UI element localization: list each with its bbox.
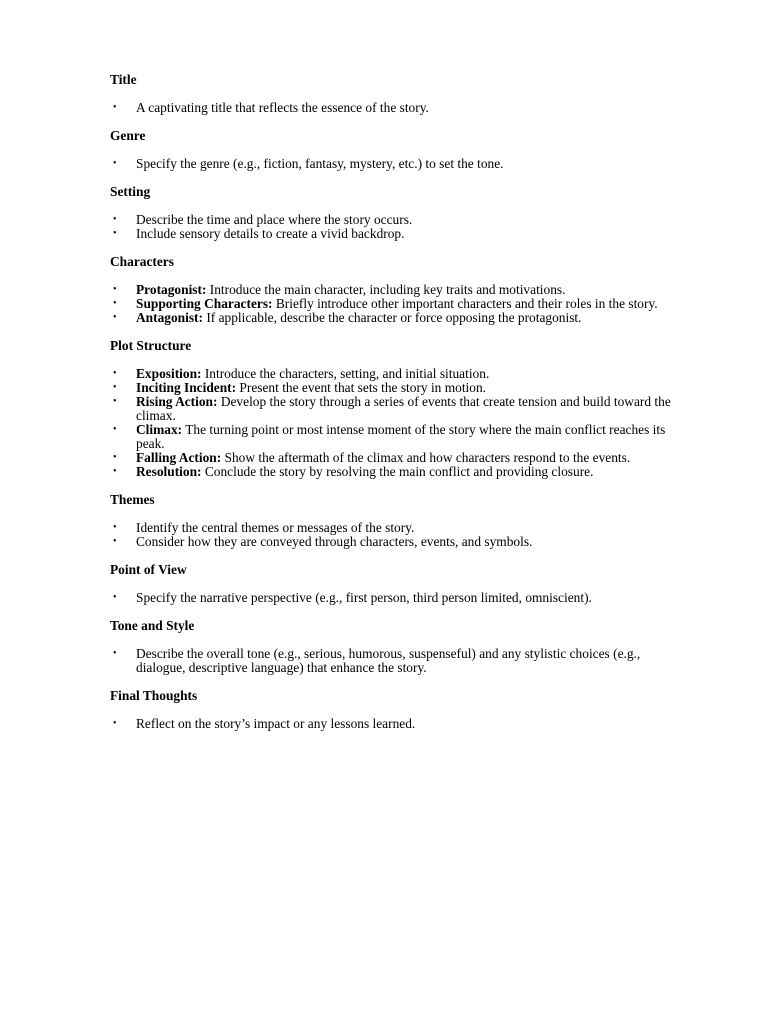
list-item — [110, 451, 675, 465]
item-term: Falling Action: — [136, 450, 222, 465]
list-item — [110, 423, 675, 451]
section-final-thoughts — [110, 689, 675, 731]
list-item — [110, 283, 675, 297]
section-heading: Point of View — [110, 562, 187, 577]
item-term: Climax: — [136, 422, 183, 437]
bullet-list — [110, 283, 675, 325]
list-item — [110, 591, 675, 605]
bullet-icon: • — [113, 396, 117, 407]
section-heading: Tone and Style — [110, 618, 195, 633]
list-item — [110, 213, 675, 227]
list-item — [110, 381, 675, 395]
bullet-icon: • — [113, 466, 117, 477]
item-text: Introduce the characters, setting, and initial situation. — [201, 366, 490, 381]
bullet-list — [110, 157, 675, 171]
list-item — [110, 101, 675, 115]
item-term: Exposition: — [136, 366, 202, 381]
item-text: Develop the story through a series of events that create tension and build toward the climax. — [136, 394, 671, 423]
item-term: Supporting Characters: — [136, 296, 273, 311]
bullet-list — [110, 101, 675, 115]
list-item — [110, 297, 675, 311]
item-text: Describe the time and place where the story occurs. — [136, 212, 413, 227]
item-text: Present the event that sets the story in motion. — [236, 380, 486, 395]
bullet-icon: • — [113, 368, 117, 379]
item-text: A captivating title that reflects the essence of the story. — [136, 100, 429, 115]
list-item — [110, 535, 675, 549]
list-item — [110, 227, 675, 241]
item-text: Identify the central themes or messages of the story. — [136, 520, 415, 535]
item-text: Include sensory details to create a vivid backdrop. — [136, 226, 405, 241]
document-content — [110, 73, 675, 745]
bullet-icon: • — [113, 592, 117, 603]
bullet-icon: • — [113, 382, 117, 393]
item-text: If applicable, describe the character or force opposing the protagonist. — [202, 310, 582, 325]
section-setting — [110, 185, 675, 241]
item-term: Protagonist: — [136, 282, 207, 297]
section-heading: Final Thoughts — [110, 688, 198, 703]
bullet-list — [110, 367, 675, 479]
item-text: Describe the overall tone (e.g., serious, humorous, suspenseful) and any stylistic choices (e.g., dialogue, descriptive language) that enhance the story. — [136, 646, 641, 675]
list-item — [110, 395, 675, 423]
section-title — [110, 73, 675, 115]
list-item — [110, 647, 675, 675]
bullet-icon: • — [113, 522, 117, 533]
item-term: Rising Action: — [136, 394, 218, 409]
section-heading: Setting — [110, 184, 151, 199]
bullet-icon: • — [113, 312, 117, 323]
section-themes — [110, 493, 675, 549]
section-plot-structure — [110, 339, 675, 479]
section-heading: Title — [110, 72, 137, 87]
bullet-icon: • — [113, 648, 117, 659]
section-tone-and-style — [110, 619, 675, 675]
list-item — [110, 521, 675, 535]
bullet-icon: • — [113, 536, 117, 547]
item-term: Inciting Incident: — [136, 380, 237, 395]
bullet-icon: • — [113, 102, 117, 113]
bullet-list — [110, 647, 675, 675]
section-genre — [110, 129, 675, 171]
section-heading: Characters — [110, 254, 174, 269]
list-item — [110, 367, 675, 381]
bullet-icon: • — [113, 284, 117, 295]
list-item — [110, 717, 675, 731]
bullet-list — [110, 717, 675, 731]
bullet-icon: • — [113, 158, 117, 169]
item-text: The turning point or most intense moment of the story where the main conflict reaches its peak. — [136, 422, 666, 451]
bullet-icon: • — [113, 452, 117, 463]
item-text: Show the aftermath of the climax and how characters respond to the events. — [221, 450, 631, 465]
bullet-icon: • — [113, 718, 117, 729]
bullet-list — [110, 521, 675, 549]
item-text: Specify the narrative perspective (e.g., first person, third person limited, omniscient). — [136, 590, 592, 605]
section-characters — [110, 255, 675, 325]
list-item — [110, 311, 675, 325]
bullet-list — [110, 591, 675, 605]
item-text: Conclude the story by resolving the main conflict and providing closure. — [201, 464, 594, 479]
item-text: Introduce the main character, including key traits and motivations. — [206, 282, 566, 297]
bullet-icon: • — [113, 424, 117, 435]
item-text: Reflect on the story’s impact or any lessons learned. — [136, 716, 416, 731]
bullet-list — [110, 213, 675, 241]
section-point-of-view — [110, 563, 675, 605]
bullet-icon: • — [113, 214, 117, 225]
section-heading: Genre — [110, 128, 146, 143]
item-text: Specify the genre (e.g., fiction, fantasy, mystery, etc.) to set the tone. — [136, 156, 504, 171]
list-item — [110, 157, 675, 171]
bullet-icon: • — [113, 228, 117, 239]
item-term: Antagonist: — [136, 310, 203, 325]
item-term: Resolution: — [136, 464, 202, 479]
item-text: Consider how they are conveyed through characters, events, and symbols. — [136, 534, 533, 549]
bullet-icon: • — [113, 298, 117, 309]
section-heading: Plot Structure — [110, 338, 192, 353]
item-text: Briefly introduce other important characters and their roles in the story. — [272, 296, 658, 311]
list-item — [110, 465, 675, 479]
section-heading: Themes — [110, 492, 155, 507]
